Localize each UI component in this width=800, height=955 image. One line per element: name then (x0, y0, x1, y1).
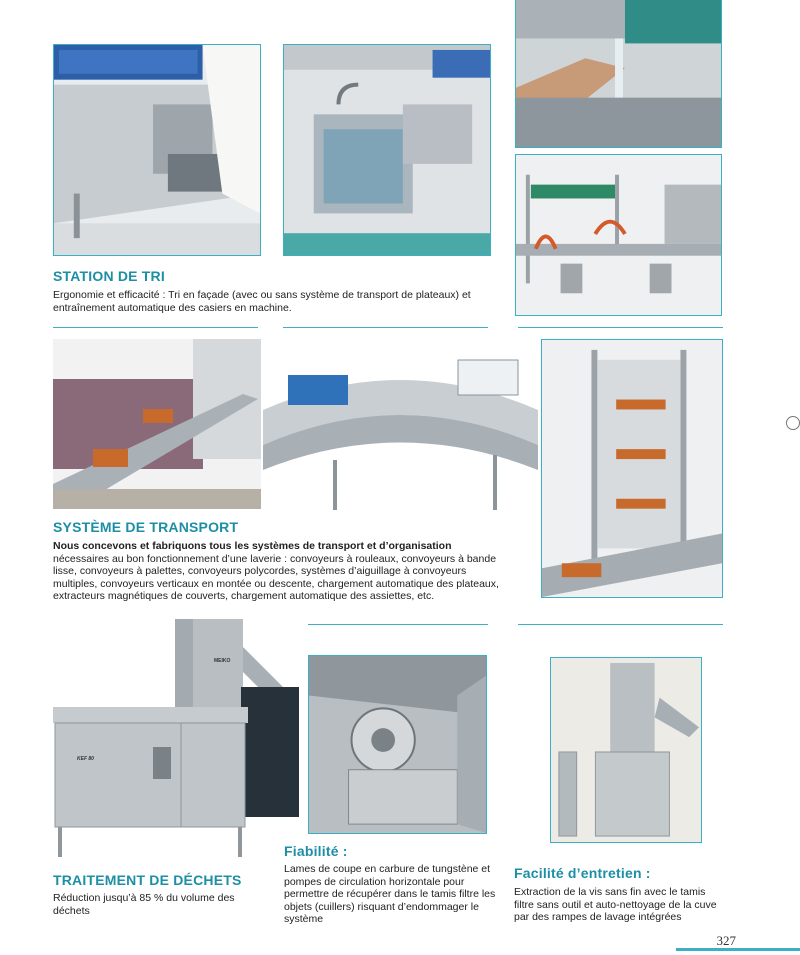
photo-extraction-cleaning (550, 657, 702, 843)
photo-cutting-blade (308, 655, 487, 834)
machine-model-label: KEF 80 (77, 756, 94, 762)
fiabilite-title: Fiabilité : (284, 843, 348, 859)
transport-title: SYSTÈME DE TRANSPORT (53, 519, 239, 535)
photo-sorting-station-sink (283, 44, 491, 256)
photo-sorting-station-drawer (53, 44, 261, 256)
transport-body-bold: Nous concevons et fabriquons tous les systèmes de transport et d’organisation (53, 540, 452, 552)
machine-brand-label: MEIKO (214, 658, 231, 664)
transport-body (53, 540, 508, 603)
divider-1a (53, 327, 258, 328)
photo-curved-roller-conveyor (263, 350, 538, 515)
page-number: 327 (716, 933, 736, 948)
transport-body-rest: nécessaires au bon fonctionnement d’une laverie : convoyeurs à rouleaux, convoyeurs à bande lisse, convoyeurs à palettes, convoyeurs polycordes, systèmes d’aiguillage à convoyeurs multiples, convoyeurs verticaux en montée ou descente, chargement automatique des plateaux, extracteurs magnétiques de couverts, chargement automatique des assiettes, etc. (53, 552, 499, 602)
footer-bar (676, 948, 800, 951)
crop-mark-icon (786, 416, 800, 430)
fiabilite-body: Lames de coupe en carbure de tungstène et pompes de circulation horizontale pour permettre de récupérer dans le tamis filtre les objets (cuillers) risquant d’endommager le système (284, 863, 496, 925)
divider-1b (283, 327, 488, 328)
photo-tray-conveyor (53, 339, 261, 509)
photo-waste-processor (53, 617, 308, 862)
station-title: STATION DE TRI (53, 268, 165, 284)
station-body: Ergonomie et efficacité : Tri en façade (avec ou sans système de transport de plateaux) et entraînement automatique des casiers en machine. (53, 289, 471, 314)
photo-rinse-spray (515, 0, 722, 148)
dechets-body: Réduction jusqu’à 85 % du volume des déchets (53, 892, 235, 917)
entretien-body: Extraction de la vis sans fin avec le tamis filtre sans outil et auto-nettoyage de la cuve par des rampes de lavage intégrées (514, 886, 717, 923)
divider-1c (518, 327, 723, 328)
photo-vertical-conveyor (541, 339, 723, 598)
photo-conveyor-line (515, 154, 722, 316)
divider-2b (283, 624, 488, 625)
dechets-title: TRAITEMENT DE DÉCHETS (53, 872, 242, 888)
divider-2c (518, 624, 723, 625)
entretien-title: Facilité d’entretien : (514, 865, 651, 881)
